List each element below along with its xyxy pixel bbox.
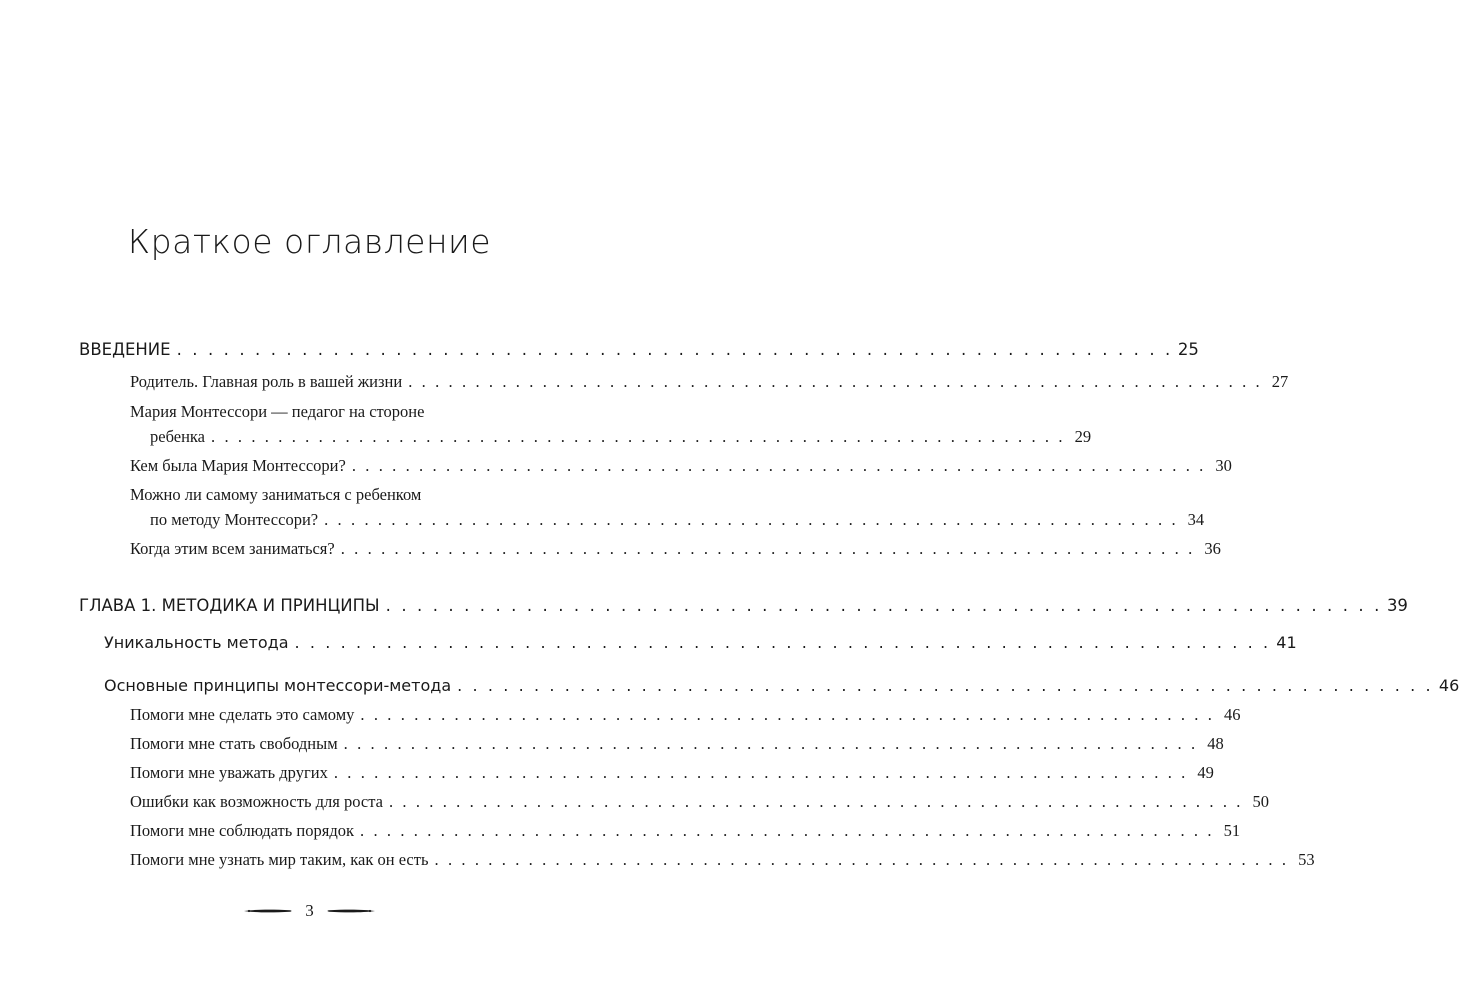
page-title: Краткое оглавление bbox=[127, 222, 492, 261]
dot-leader: . . . . . . . . . . . . . . . . . . . . . . . . . . . . . . . . . . . . . . . . . . . . . . . . . . . . . . . . . . . . . . . . bbox=[360, 821, 1215, 840]
toc-entry-introduction[interactable] bbox=[79, 340, 1199, 359]
dot-leader: . . . . . . . . . . . . . . . . . . . . . . . . . . . . . . . . . . . . . . . . . . . . . . . . . . . . . . . . . . . . . . . . bbox=[408, 372, 1263, 391]
toc-entry-label-line1: Мария Монтессори — педагог на стороне bbox=[130, 402, 425, 421]
dot-leader: . . . . . . . . . . . . . . . . . . . . . . . . . . . . . . . . . . . . . . . . . . . . . . . . . . . . . . . . . . . . . . . . bbox=[434, 850, 1289, 869]
toc-entry-label: ВВЕДЕНИЕ bbox=[79, 340, 171, 359]
toc-entry-who-was-montessori[interactable] bbox=[130, 456, 1232, 476]
toc-page-number: 46 bbox=[1438, 676, 1459, 695]
dot-leader: . . . . . . . . . . . . . . . . . . . . . . . . . . . . . . . . . . . . . . . . . . . . . . . . . . . . . . . . . . . . . . . . bbox=[457, 676, 1434, 695]
toc-entry-label: Помоги мне стать свободным bbox=[130, 734, 338, 753]
toc-page-number: 29 bbox=[1074, 427, 1092, 446]
toc-entry-label: Основные принципы монтессори-метода bbox=[104, 676, 452, 695]
toc-entry-self-study[interactable] bbox=[150, 510, 1205, 530]
toc-entry-label: Помоги мне уважать других bbox=[130, 763, 328, 782]
page-number: 3 bbox=[305, 901, 314, 920]
dot-leader: . . . . . . . . . . . . . . . . . . . . . . . . . . . . . . . . . . . . . . . . . . . . . . . . . . . . . . . . . . . . . . . . bbox=[360, 705, 1215, 724]
toc-page-number: 30 bbox=[1215, 456, 1232, 475]
dot-leader: . . . . . . . . . . . . . . . . . . . . . . . . . . . . . . . . . . . . . . . . . . . . . . . . . . . . . . . . . . . . . . . . bbox=[385, 596, 1382, 615]
toc-entry-label: по методу Монтессори? bbox=[150, 510, 319, 529]
toc-page-number: 51 bbox=[1223, 821, 1241, 840]
toc-entry-label: Помоги мне сделать это самому bbox=[130, 705, 355, 724]
toc-entry-label: ГЛАВА 1. МЕТОДИКА И ПРИНЦИПЫ bbox=[79, 596, 380, 615]
toc-entry-label: Родитель. Главная роль в вашей жизни bbox=[130, 372, 403, 391]
toc-entry-label: Когда этим всем заниматься? bbox=[130, 539, 335, 558]
toc-entry-help-be-free[interactable] bbox=[130, 734, 1224, 754]
toc-entry-uniqueness[interactable] bbox=[104, 633, 1297, 652]
dot-leader: . . . . . . . . . . . . . . . . . . . . . . . . . . . . . . . . . . . . . . . . . . . . . . . . . . . . . . . . . . . . . . . . bbox=[388, 792, 1244, 811]
dot-leader: . . . . . . . . . . . . . . . . . . . . . . . . . . . . . . . . . . . . . . . . . . . . . . . . . . . . . . . . . . . . . . . . bbox=[324, 510, 1179, 529]
toc-entry-montessori-teacher[interactable] bbox=[150, 427, 1092, 447]
dot-leader: . . . . . . . . . . . . . . . . . . . . . . . . . . . . . . . . . . . . . . . . . . . . . . . . . . . . . . . . . . . . . . . . bbox=[176, 340, 1173, 359]
toc-page-number: 39 bbox=[1386, 596, 1408, 615]
dot-leader: . . . . . . . . . . . . . . . . . . . . . . . . . . . . . . . . . . . . . . . . . . . . . . . . . . . . . . . . . . . . . . . . bbox=[343, 734, 1198, 753]
toc-entry-mistakes-growth[interactable] bbox=[130, 792, 1270, 812]
toc-page-number: 46 bbox=[1223, 705, 1241, 724]
toc-entry-label: Помоги мне соблюдать порядок bbox=[130, 821, 354, 840]
toc-page-number: 36 bbox=[1204, 539, 1221, 558]
dot-leader: . . . . . . . . . . . . . . . . . . . . . . . . . . . . . . . . . . . . . . . . . . . . . . . . . . . . . . . . . . . . . . . . bbox=[211, 427, 1066, 446]
dot-leader: . . . . . . . . . . . . . . . . . . . . . . . . . . . . . . . . . . . . . . . . . . . . . . . . . . . . . . . . . . . . . . . . bbox=[333, 763, 1188, 782]
toc-entry-help-respect-others[interactable] bbox=[130, 763, 1214, 783]
toc-page-number: 27 bbox=[1271, 372, 1289, 391]
toc-entry-help-keep-order[interactable] bbox=[130, 821, 1241, 841]
toc-entry-parent-role[interactable] bbox=[130, 372, 1289, 392]
toc-page-number: 34 bbox=[1187, 510, 1205, 529]
toc-page-number: 49 bbox=[1197, 763, 1214, 782]
left-swash-ornament-icon bbox=[243, 906, 293, 916]
toc-page-number: 41 bbox=[1276, 633, 1297, 652]
toc-entry-label: Уникальность метода bbox=[104, 633, 289, 652]
dot-leader: . . . . . . . . . . . . . . . . . . . . . . . . . . . . . . . . . . . . . . . . . . . . . . . . . . . . . . . . . . . . . . . . bbox=[340, 539, 1195, 558]
dot-leader: . . . . . . . . . . . . . . . . . . . . . . . . . . . . . . . . . . . . . . . . . . . . . . . . . . . . . . . . . . . . . . . . bbox=[294, 633, 1271, 652]
toc-page-number: 50 bbox=[1252, 792, 1270, 811]
toc-entry-chapter-1[interactable] bbox=[79, 596, 1408, 615]
toc-entry-label: Ошибки как возможность для роста bbox=[130, 792, 383, 811]
toc-entry-label: Помоги мне узнать мир таким, как он есть bbox=[130, 850, 429, 869]
toc-entry-label-line1: Можно ли самому заниматься с ребенком bbox=[130, 485, 422, 504]
page-footer bbox=[0, 896, 619, 926]
toc-entry-help-do-myself[interactable] bbox=[130, 705, 1241, 725]
toc-entry-principles[interactable] bbox=[104, 676, 1459, 695]
toc-entry-label: Кем была Мария Монтессори? bbox=[130, 456, 346, 475]
toc-page-number: 53 bbox=[1298, 850, 1315, 869]
right-swash-ornament-icon bbox=[326, 906, 376, 916]
toc-page-number: 25 bbox=[1177, 340, 1199, 359]
toc-entry-label: ребенка bbox=[150, 427, 205, 446]
toc-page-number: 48 bbox=[1207, 734, 1224, 753]
toc-entry-help-know-world[interactable] bbox=[130, 850, 1315, 870]
toc-entry-when-to-start[interactable] bbox=[130, 539, 1221, 559]
dot-leader: . . . . . . . . . . . . . . . . . . . . . . . . . . . . . . . . . . . . . . . . . . . . . . . . . . . . . . . . . . . . . . . . bbox=[351, 456, 1206, 475]
